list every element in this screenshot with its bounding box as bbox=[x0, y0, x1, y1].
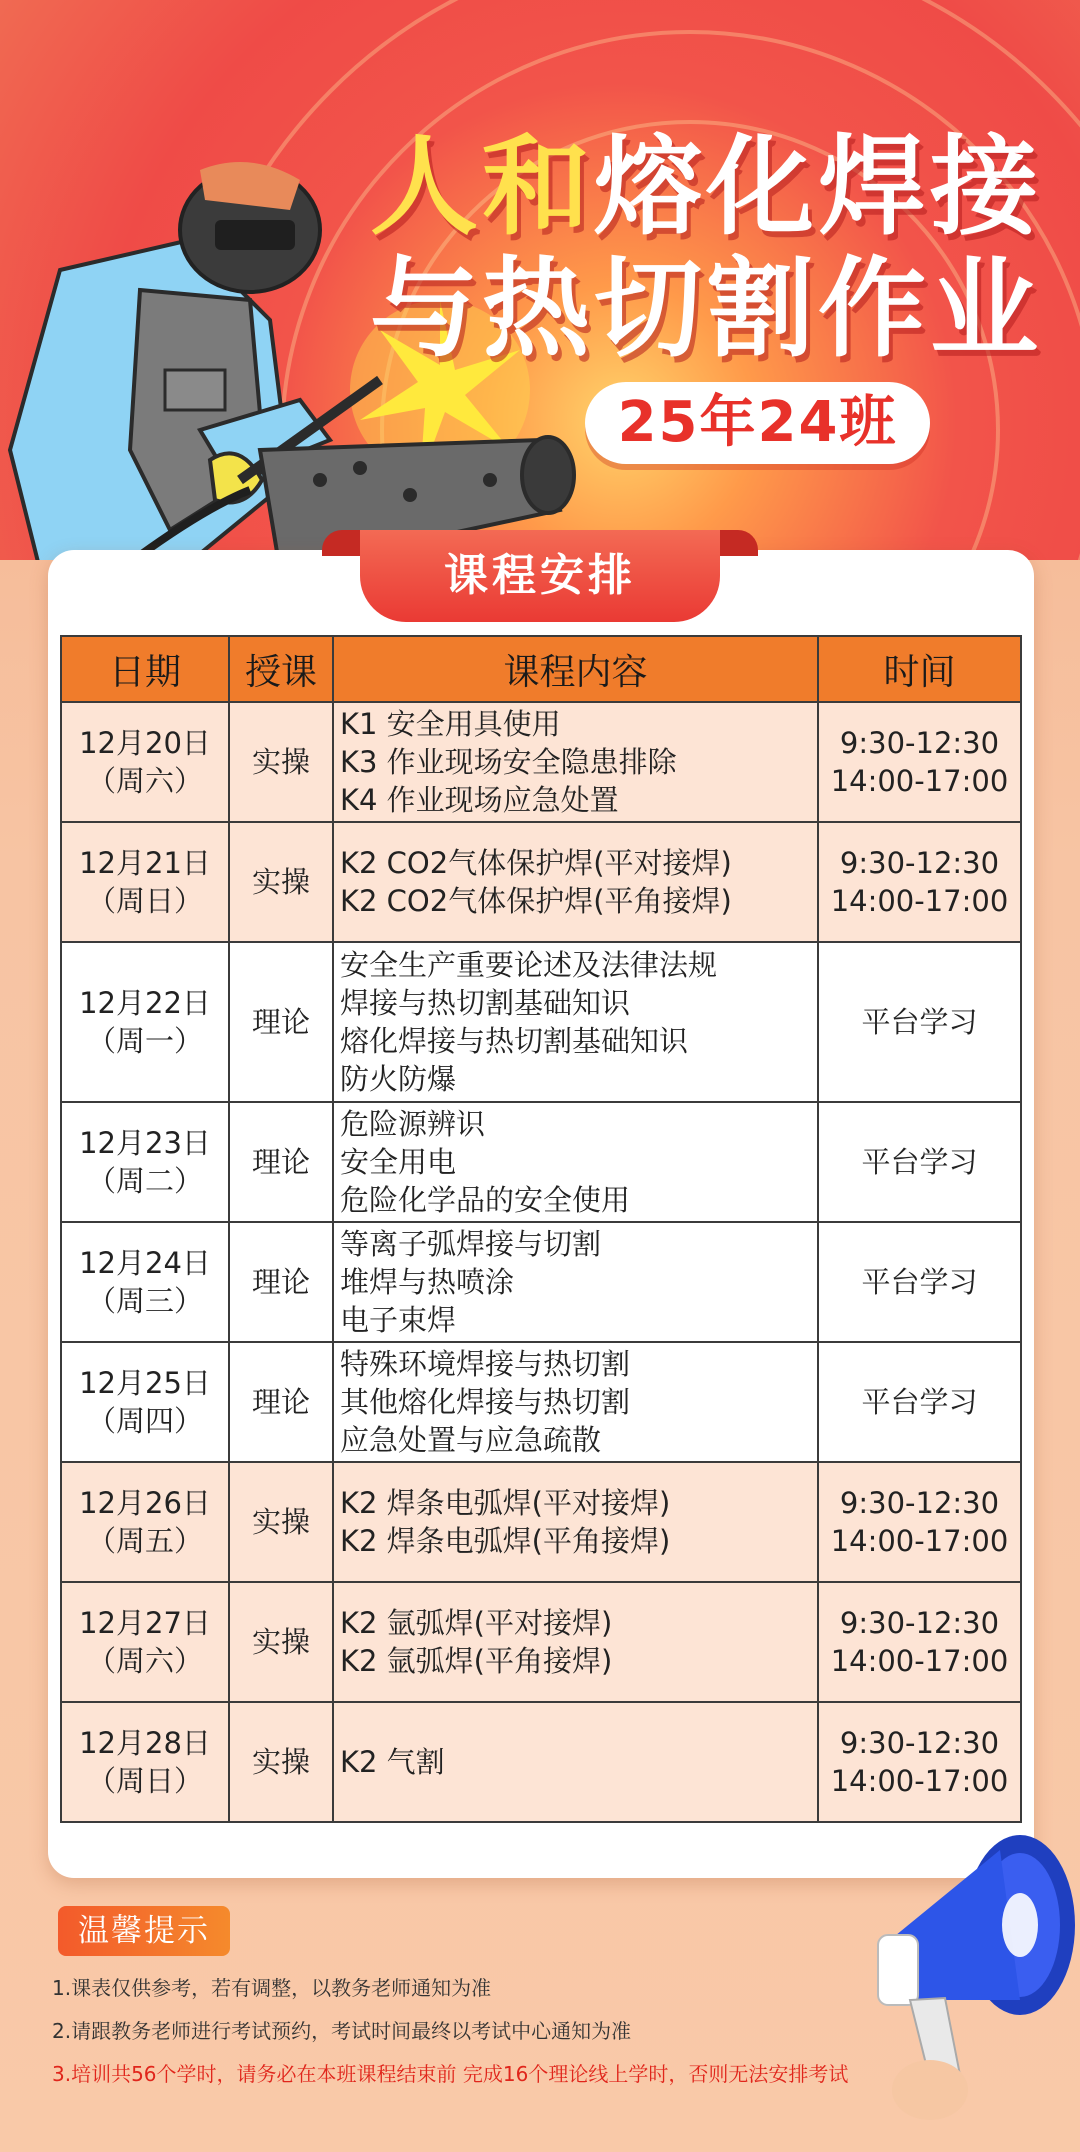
content-cell: 等离子弧焊接与切割 堆焊与热喷涂 电子束焊 bbox=[333, 1222, 818, 1342]
type-cell: 理论 bbox=[229, 1102, 333, 1222]
table-row bbox=[61, 1102, 1021, 1222]
time-cell: 9:30-12:30 14:00-17:00 bbox=[818, 1462, 1021, 1582]
header-type: 授课 bbox=[229, 636, 333, 702]
tip-item-3: 3.培训共56个学时，请务必在本班课程结束前 完成16个理论线上学时，否则无法安排考试 bbox=[52, 2062, 849, 2086]
content-cell: 危险源辨识 安全用电 危险化学品的安全使用 bbox=[333, 1102, 818, 1222]
header-content: 课程内容 bbox=[333, 636, 818, 702]
content-cell: 安全生产重要论述及法律法规 焊接与热切割基础知识 熔化焊接与热切割基础知识 防火防爆 bbox=[333, 942, 818, 1102]
table-row bbox=[61, 702, 1021, 822]
type-cell: 实操 bbox=[229, 822, 333, 942]
type-cell: 理论 bbox=[229, 1342, 333, 1462]
time-cell: 9:30-12:30 14:00-17:00 bbox=[818, 702, 1021, 822]
date-cell: 12月25日 （周四） bbox=[61, 1342, 229, 1462]
date-cell: 12月27日 （周六） bbox=[61, 1582, 229, 1702]
header-time: 时间 bbox=[818, 636, 1021, 702]
type-cell: 理论 bbox=[229, 1222, 333, 1342]
content-cell: K2 CO2气体保护焊(平对接焊) K2 CO2气体保护焊(平角接焊) bbox=[333, 822, 818, 942]
type-cell: 实操 bbox=[229, 1582, 333, 1702]
table-row bbox=[61, 1222, 1021, 1342]
tip-item-2: 2.请跟教务老师进行考试预约，考试时间最终以考试中心通知为准 bbox=[52, 2019, 632, 2043]
schedule-heading: 课程安排 bbox=[360, 530, 720, 622]
table-header-row bbox=[61, 636, 1021, 702]
date-cell: 12月26日 （周五） bbox=[61, 1462, 229, 1582]
content-cell: K1 安全用具使用 K3 作业现场安全隐患排除 K4 作业现场应急处置 bbox=[333, 702, 818, 822]
date-cell: 12月21日 （周日） bbox=[61, 822, 229, 942]
time-cell: 平台学习 bbox=[818, 1102, 1021, 1222]
date-cell: 12月22日 （周一） bbox=[61, 942, 229, 1102]
date-cell: 12月28日 （周日） bbox=[61, 1702, 229, 1822]
tips-label: 温馨提示 bbox=[58, 1906, 230, 1956]
time-cell: 平台学习 bbox=[818, 1342, 1021, 1462]
schedule-table bbox=[60, 635, 1022, 1823]
table-row bbox=[61, 1702, 1021, 1822]
type-cell: 理论 bbox=[229, 942, 333, 1102]
hero-banner bbox=[0, 0, 1080, 560]
table-row bbox=[61, 1582, 1021, 1702]
content-cell: K2 氩弧焊(平对接焊) K2 氩弧焊(平角接焊) bbox=[333, 1582, 818, 1702]
time-cell: 平台学习 bbox=[818, 1222, 1021, 1342]
date-cell: 12月20日 （周六） bbox=[61, 702, 229, 822]
header-date: 日期 bbox=[61, 636, 229, 702]
date-cell: 12月24日 （周三） bbox=[61, 1222, 229, 1342]
content-cell: 特殊环境焊接与热切割 其他熔化焊接与热切割 应急处置与应急疏散 bbox=[333, 1342, 818, 1462]
class-badge: 25年24班 bbox=[585, 382, 930, 464]
title-highlight: 人和 bbox=[370, 125, 595, 250]
content-cell: K2 气割 bbox=[333, 1702, 818, 1822]
table-row bbox=[61, 822, 1021, 942]
content-cell: K2 焊条电弧焊(平对接焊) K2 焊条电弧焊(平角接焊) bbox=[333, 1462, 818, 1582]
page-title-line2: 与热切割作业 bbox=[370, 247, 1043, 372]
type-cell: 实操 bbox=[229, 1702, 333, 1822]
tab-ear-left bbox=[322, 530, 362, 556]
table-row bbox=[61, 1462, 1021, 1582]
type-cell: 实操 bbox=[229, 702, 333, 822]
table-row bbox=[61, 1342, 1021, 1462]
type-cell: 实操 bbox=[229, 1462, 333, 1582]
time-cell: 平台学习 bbox=[818, 942, 1021, 1102]
tip-item-1: 1.课表仅供参考，若有调整，以教务老师通知为准 bbox=[52, 1976, 492, 2000]
table-row bbox=[61, 942, 1021, 1102]
time-cell: 9:30-12:30 14:00-17:00 bbox=[818, 822, 1021, 942]
date-cell: 12月23日 （周二） bbox=[61, 1102, 229, 1222]
time-cell: 9:30-12:30 14:00-17:00 bbox=[818, 1702, 1021, 1822]
title-rest: 熔化焊接 bbox=[594, 125, 1043, 250]
time-cell: 9:30-12:30 14:00-17:00 bbox=[818, 1582, 1021, 1702]
megaphone-icon bbox=[870, 1830, 1080, 2130]
